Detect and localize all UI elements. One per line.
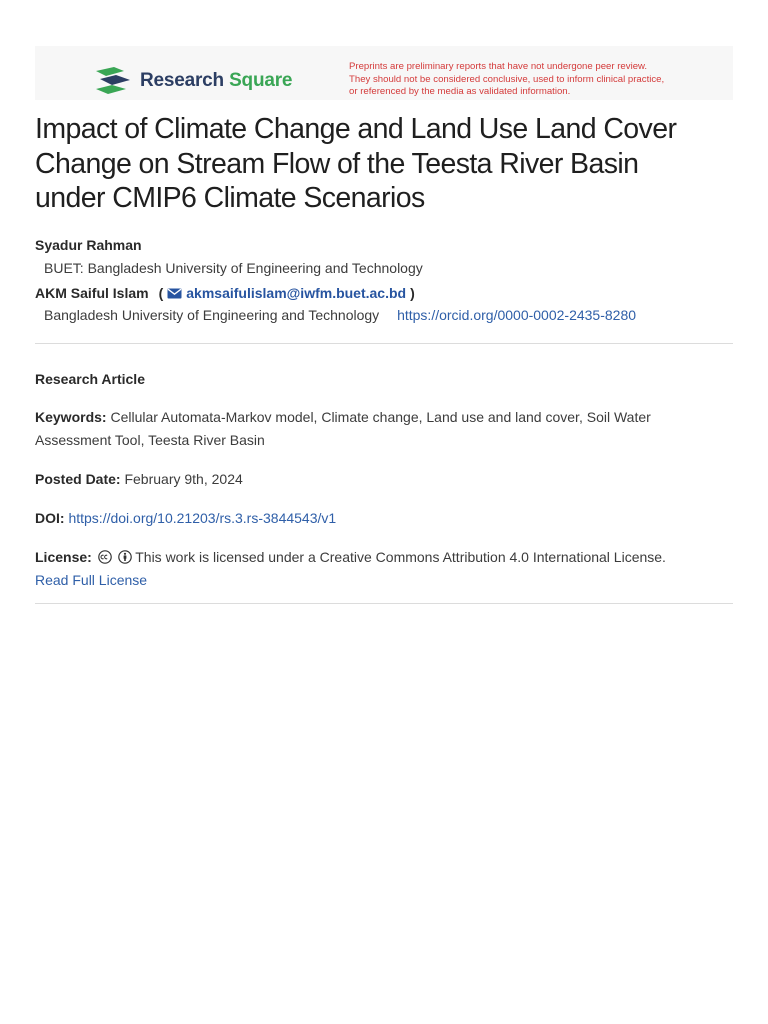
author-email-group bbox=[159, 285, 415, 301]
orcid-link[interactable]: https://orcid.org/0000-0002-2435-8280 bbox=[397, 307, 637, 323]
author-email-link[interactable]: akmsaifulislam@iwfm.buet.ac.bd bbox=[186, 285, 407, 301]
posted-date-value: February 9th, 2024 bbox=[124, 471, 243, 487]
disclaimer-line: or referenced by the media as validated information. bbox=[349, 86, 571, 98]
email-open-paren: ( bbox=[158, 285, 164, 301]
logo-research-text: Research bbox=[140, 70, 224, 91]
divider bbox=[35, 343, 733, 344]
doi-link[interactable]: https://doi.org/10.21203/rs.3.rs-3844543/v1 bbox=[68, 510, 337, 526]
preprint-disclaimer bbox=[349, 61, 709, 99]
title-line: under CMIP6 Climate Scenarios bbox=[35, 182, 425, 214]
author-affiliation: BUET: Bangladesh University of Engineering and Technology bbox=[44, 260, 423, 276]
license bbox=[35, 546, 725, 592]
license-label: License: bbox=[35, 549, 92, 565]
author-name: Syadur Rahman bbox=[35, 237, 142, 253]
email-close-paren: ) bbox=[410, 285, 415, 301]
keywords-value: Cellular Automata-Markov model, Climate change, Land use and land cover, Soil Water Assessment Tool, Teesta River Basin bbox=[35, 409, 651, 448]
envelope-icon bbox=[167, 288, 182, 299]
keywords-label: Keywords: bbox=[35, 409, 107, 425]
corresponding-author bbox=[35, 285, 415, 301]
license-text: This work is licensed under a Creative Commons Attribution 4.0 International License. bbox=[135, 549, 666, 565]
cc-icon bbox=[98, 550, 112, 564]
divider bbox=[35, 603, 733, 604]
disclaimer-line: They should not be considered conclusive, used to inform clinical practice, bbox=[349, 73, 665, 85]
article-type-label: Research Article bbox=[35, 371, 145, 387]
doi-label: DOI: bbox=[35, 510, 65, 526]
author-name: AKM Saiful Islam bbox=[35, 285, 149, 301]
research-square-logo-icon bbox=[94, 65, 132, 97]
author-affiliation-row bbox=[44, 307, 636, 323]
logo-square-text: Square bbox=[229, 70, 293, 91]
page-title bbox=[35, 112, 740, 216]
research-square-logo[interactable] bbox=[94, 64, 304, 98]
title-line: Change on Stream Flow of the Teesta River Basin bbox=[35, 147, 639, 180]
disclaimer-line: Preprints are preliminary reports that have not undergone peer review. bbox=[349, 61, 648, 72]
article-type bbox=[35, 368, 725, 391]
logo-wordmark bbox=[140, 70, 292, 92]
read-full-license-link[interactable]: Read Full License bbox=[35, 572, 148, 588]
title-line: Impact of Climate Change and Land Use Land Cover bbox=[35, 113, 677, 145]
keywords bbox=[35, 406, 725, 452]
posted-date bbox=[35, 468, 725, 491]
posted-date-label: Posted Date: bbox=[35, 471, 121, 487]
doi bbox=[35, 507, 725, 530]
cc-by-icon bbox=[118, 550, 132, 564]
author-affiliation: Bangladesh University of Engineering and Technology bbox=[44, 307, 380, 323]
